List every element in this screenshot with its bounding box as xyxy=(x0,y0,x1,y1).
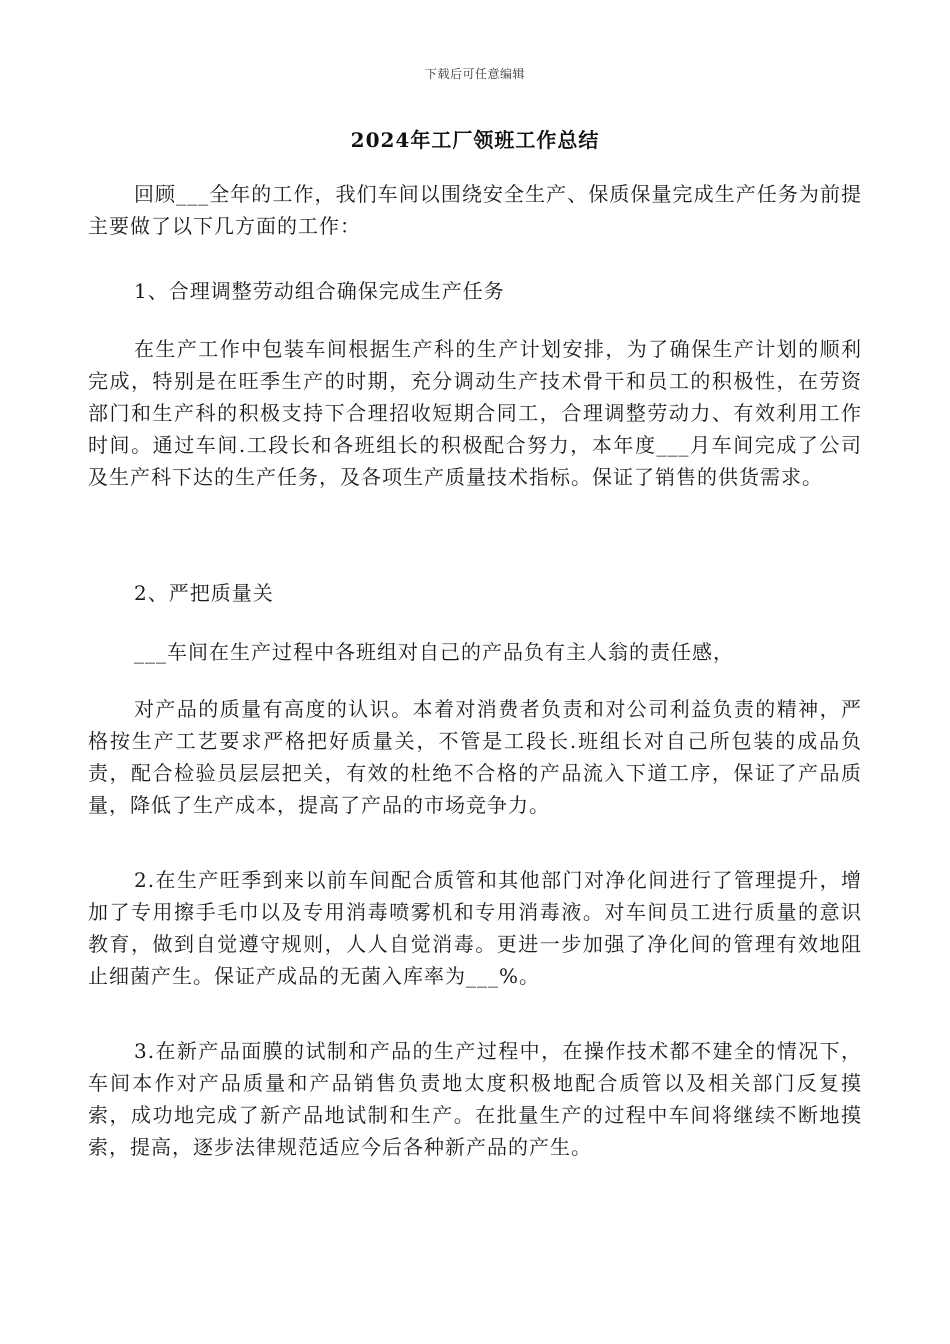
section2-paragraph: 对产品的质量有高度的认识。本着对消费者负责和对公司利益负责的精神，严格按生产工艺要求严格把好质量关，不管是工段长.班组长对自己所包装的成品负责，配合检验员层层把关，有效的杜绝不合格的产品流入下道工序，保证了产品质量，降低了生产成本，提高了产品的市场竞争力。 xyxy=(88,697,862,817)
document-title: 2024年工厂领班工作总结 xyxy=(350,128,600,152)
point2-paragraph: 2.在生产旺季到来以前车间配合质管和其他部门对净化间进行了管理提升，增加了专用擦手毛巾以及专用消毒喷雾机和专用消毒液。对车间员工进行质量的意识教育，做到自觉遵守规则，人人自觉消毒。更进一步加强了净化间的管理有效地阻止细菌产生。保证产成品的无菌入库率为___%。 xyxy=(88,868,862,988)
section1-heading: 1、合理调整劳动组合确保完成生产任务 xyxy=(134,279,505,303)
section2-heading: 2、严把质量关 xyxy=(134,581,274,605)
section1-paragraph: 在生产工作中包装车间根据生产科的生产计划安排，为了确保生产计划的顺利完成，特别是在旺季生产的时期，充分调动生产技术骨干和员工的积极性，在劳资部门和生产科的积极支持下合理招收短期合同工，合理调整劳动力、有效利用工作时间。通过车间.工段长和各班组长的积极配合努力，本年度___月车间完成了公司及生产科下达的生产任务，及各项生产质量技术指标。保证了销售的供货需求。 xyxy=(88,337,862,489)
header-note: 下载后可任意编辑 xyxy=(424,67,525,81)
point3-paragraph: 3.在新产品面膜的试制和产品的生产过程中，在操作技术都不建全的情况下，车间本作对产品质量和产品销售负责地太度积极地配合质管以及相关部门反复摸索，成功地完成了新产品地试制和生产。在批量生产的过程中车间将继续不断地摸索，提高，逐步法律规范适应今后各种新产品的产生。 xyxy=(88,1039,862,1159)
section2-line: ___车间在生产过程中各班组对自己的产品负有主人翁的责任感， xyxy=(134,640,734,664)
intro-paragraph: 回顾___全年的工作，我们车间以围绕安全生产、保质保量完成生产任务为前提主要做了以下几方面的工作： xyxy=(88,182,862,238)
